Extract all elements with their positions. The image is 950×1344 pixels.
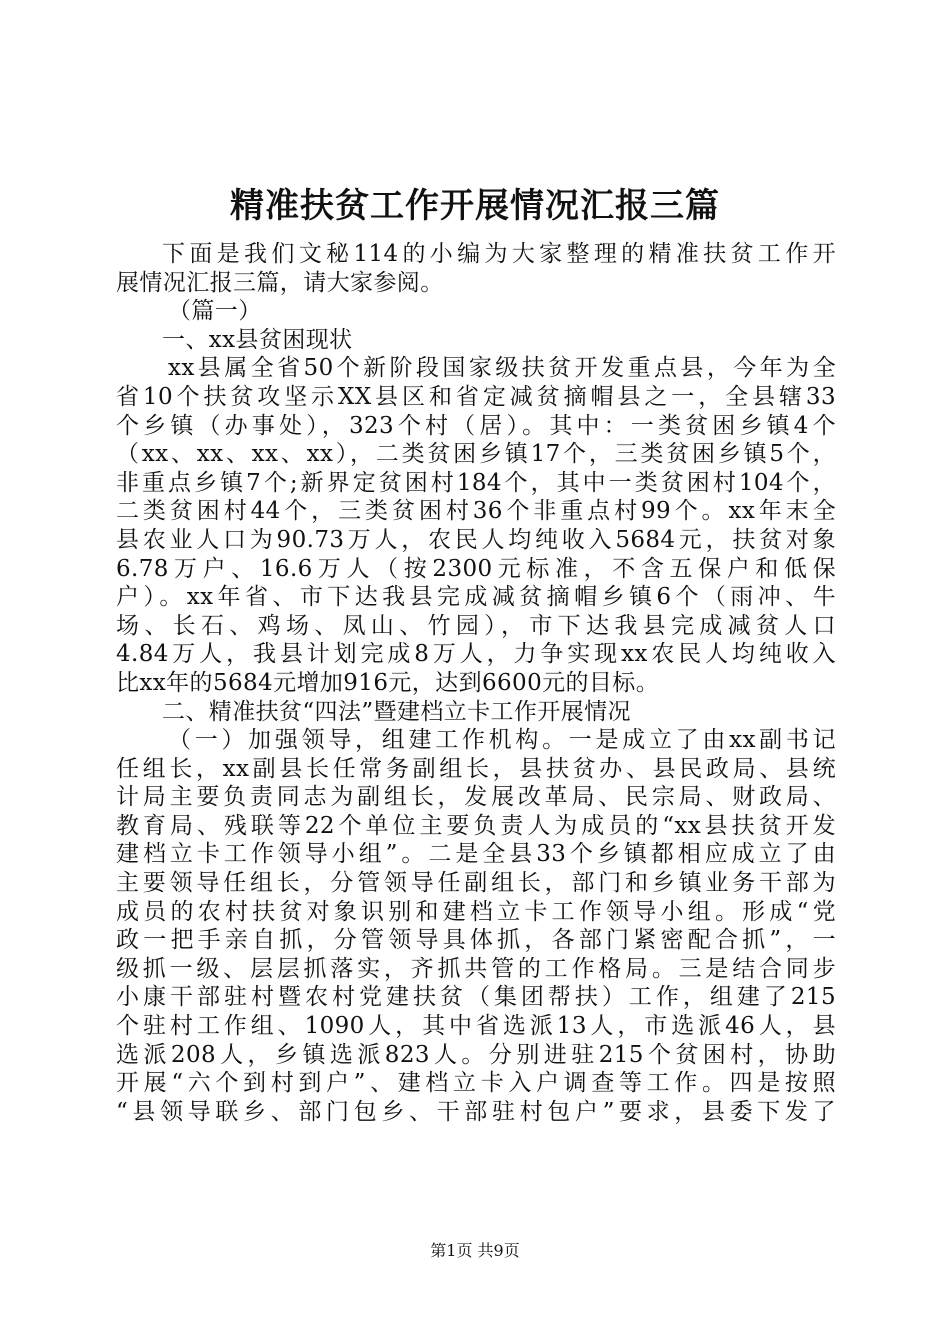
paragraph-line: 非重点乡镇7个;新界定贫困村184个，其中一类贫困村104个， xyxy=(116,469,836,496)
paragraph-line: 县农业人口为90.73万人，农民人均纯收入5684元，扶贫对象 xyxy=(116,526,836,553)
paragraph-line: （xx、xx、xx、xx），二类贫困乡镇17个，三类贫困乡镇5个， xyxy=(116,441,836,468)
paragraph-line: 二类贫困村44个，三类贫困村36个非重点村99个。xx年末全 xyxy=(116,498,836,525)
paragraph-line: 教育局、残联等22个单位主要负责人为成员的“xx县扶贫开发 xyxy=(116,812,836,839)
paragraph-line: 场、长石、鸡场、凤山、竹园），市下达我县完成减贫人口 xyxy=(116,612,836,639)
paragraph-line: 任组长，xx副县长任常务副组长，县扶贫办、县民政局、县统 xyxy=(116,755,836,782)
document-body xyxy=(116,240,836,1126)
paragraph-line: 4.84万人，我县计划完成8万人，力争实现xx农民人均纯收入 xyxy=(116,641,836,668)
document-title: 精准扶贫工作开展情况汇报三篇 xyxy=(230,186,720,226)
paragraph-line: 省10个扶贫攻坚示XX县区和省定减贫摘帽县之一，全县辖33 xyxy=(116,383,836,410)
intro-line: 展情况汇报三篇，请大家参阅。 xyxy=(116,269,444,296)
paragraph-line: 开展“六个到村到户”、建档立卡入户调查等工作。四是按照 xyxy=(116,1070,836,1097)
intro-line: 下面是我们文秘114的小编为大家整理的精准扶贫工作开 xyxy=(162,241,836,267)
paragraph-line: 选派208人，乡镇选派823人。分别进驻215个贫困村，协助 xyxy=(116,1041,836,1068)
paragraph-line: 小康干部驻村暨农村党建扶贫（集团帮扶）工作，组建了215 xyxy=(116,984,836,1011)
paragraph-line: “县领导联乡、部门包乡、干部驻村包户”要求，县委下发了 xyxy=(116,1098,836,1125)
section-heading: （篇一） xyxy=(168,298,262,325)
paragraph-line: 6.78万户、16.6万人（按2300元标准，不含五保户和低保 xyxy=(116,555,836,582)
page-number-footer: 第1页 共9页 xyxy=(430,1241,520,1260)
paragraph-line: 主要领导任组长，分管领导任副组长，部门和乡镇业务干部为 xyxy=(116,870,836,897)
paragraph-line: 计局主要负责同志为副组长，发展改革局、民宗局、财政局、 xyxy=(116,784,836,811)
paragraph-line: 成员的农村扶贫对象识别和建档立卡工作领导小组。形成“党 xyxy=(116,898,836,925)
section-heading: 一、xx县贫困现状 xyxy=(162,326,353,353)
paragraph-line: 政一把手亲自抓，分管领导具体抓，各部门紧密配合抓”，一 xyxy=(116,927,836,954)
section-heading: 二、精准扶贫“四法”暨建档立卡工作开展情况 xyxy=(162,698,631,725)
paragraph-line: 比xx年的5684元增加916元，达到6600元的目标。 xyxy=(116,669,660,696)
paragraph-line: 个乡镇（办事处），323个村（居）。其中：一类贫困乡镇4个 xyxy=(116,412,836,439)
paragraph-line: 个驻村工作组、1090人，其中省选派13人，市选派46人，县 xyxy=(116,1013,836,1040)
paragraph-line: 建档立卡工作领导小组”。二是全县33个乡镇都相应成立了由 xyxy=(116,841,836,868)
paragraph-line: （一）加强领导，组建工作机构。一是成立了由xx副书记 xyxy=(168,727,836,754)
paragraph-line: 级抓一级、层层抓落实，齐抓共管的工作格局。三是结合同步 xyxy=(116,955,836,982)
paragraph-line: xx县属全省50个新阶段国家级扶贫开发重点县，今年为全 xyxy=(168,355,836,382)
paragraph-line: 户）。xx年省、市下达我县完成减贫摘帽乡镇6个（雨冲、牛 xyxy=(116,584,836,611)
